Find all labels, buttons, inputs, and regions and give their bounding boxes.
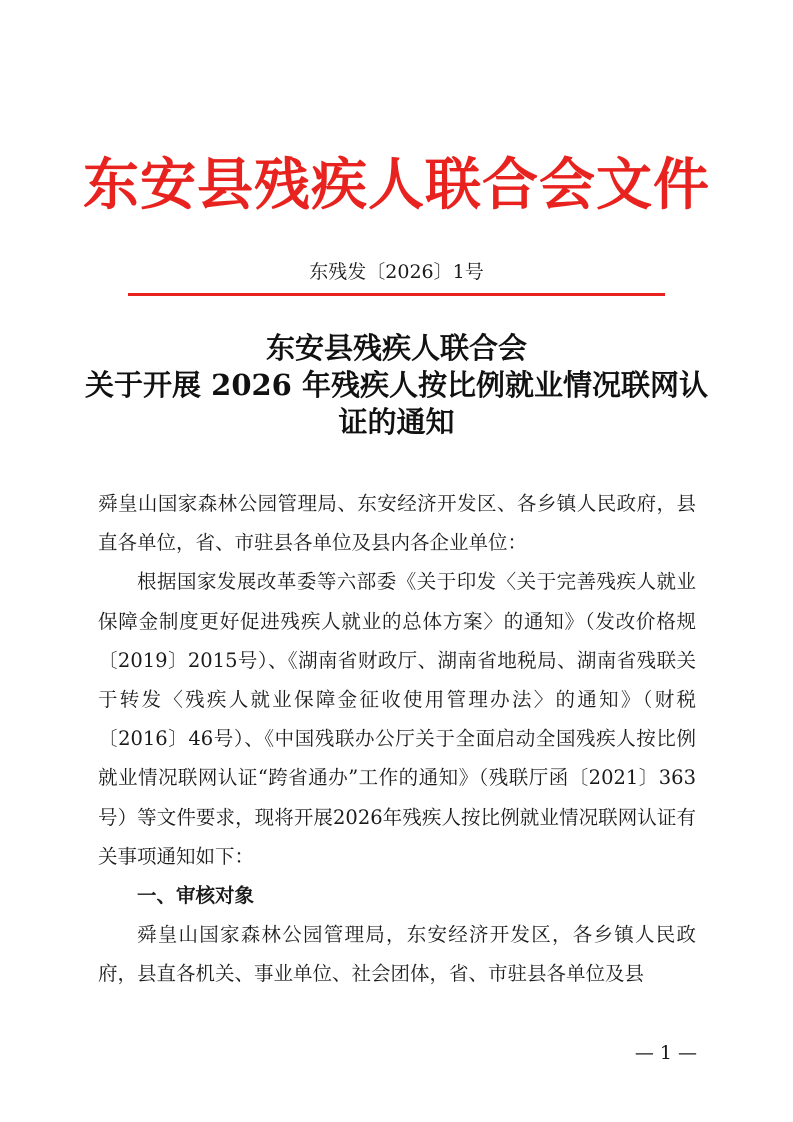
red-separator-line — [128, 293, 665, 296]
addressees-paragraph: 舜皇山国家森林公园管理局、东安经济开发区、各乡镇人民政府，县直各单位，省、市驻县各单位及县内各企业单位： — [98, 492, 696, 555]
document-number: 东残发〔2026〕1号 — [309, 261, 484, 283]
notice-title — [60, 330, 733, 441]
notice-title-line-2: 关于开展 2026 年残疾人按比例就业情况联网认 — [85, 368, 708, 402]
page-number: — 1 — — [634, 1042, 697, 1064]
section-paragraph: 舜皇山国家森林公园管理局，东安经济开发区，各乡镇人民政府，县直各机关、事业单位、社会团体，省、市驻县各单位及县 — [98, 923, 696, 986]
notice-body — [98, 484, 696, 994]
body-paragraph: 根据国家发展改革委等六部委《关于印发〈关于完善残疾人就业保障金制度更好促进残疾人就业的总体方案〉的通知》（发改价格规〔2019〕2015号）、《湖南省财政厅、湖南省地税局、湖南省残联关于转发〈残疾人就业保障金征收使用管理办法〉的通知》（财税〔2016〕46号）、《中国残联办公厅关于全面启动全国残疾人按比例就业情况联网认证“跨省通办”工作的通知》（残联厅函〔2021〕363号）等文件要求，现将开展2026年残疾人按比例就业情况联网认证有关事项通知如下： — [98, 570, 696, 868]
section-heading: 一、审核对象 — [137, 884, 255, 908]
notice-title-line-1: 东安县残疾人联合会 — [265, 331, 527, 365]
masthead-title: 东安县残疾人联合会文件 — [83, 152, 710, 218]
notice-title-line-3: 证的通知 — [338, 405, 455, 439]
